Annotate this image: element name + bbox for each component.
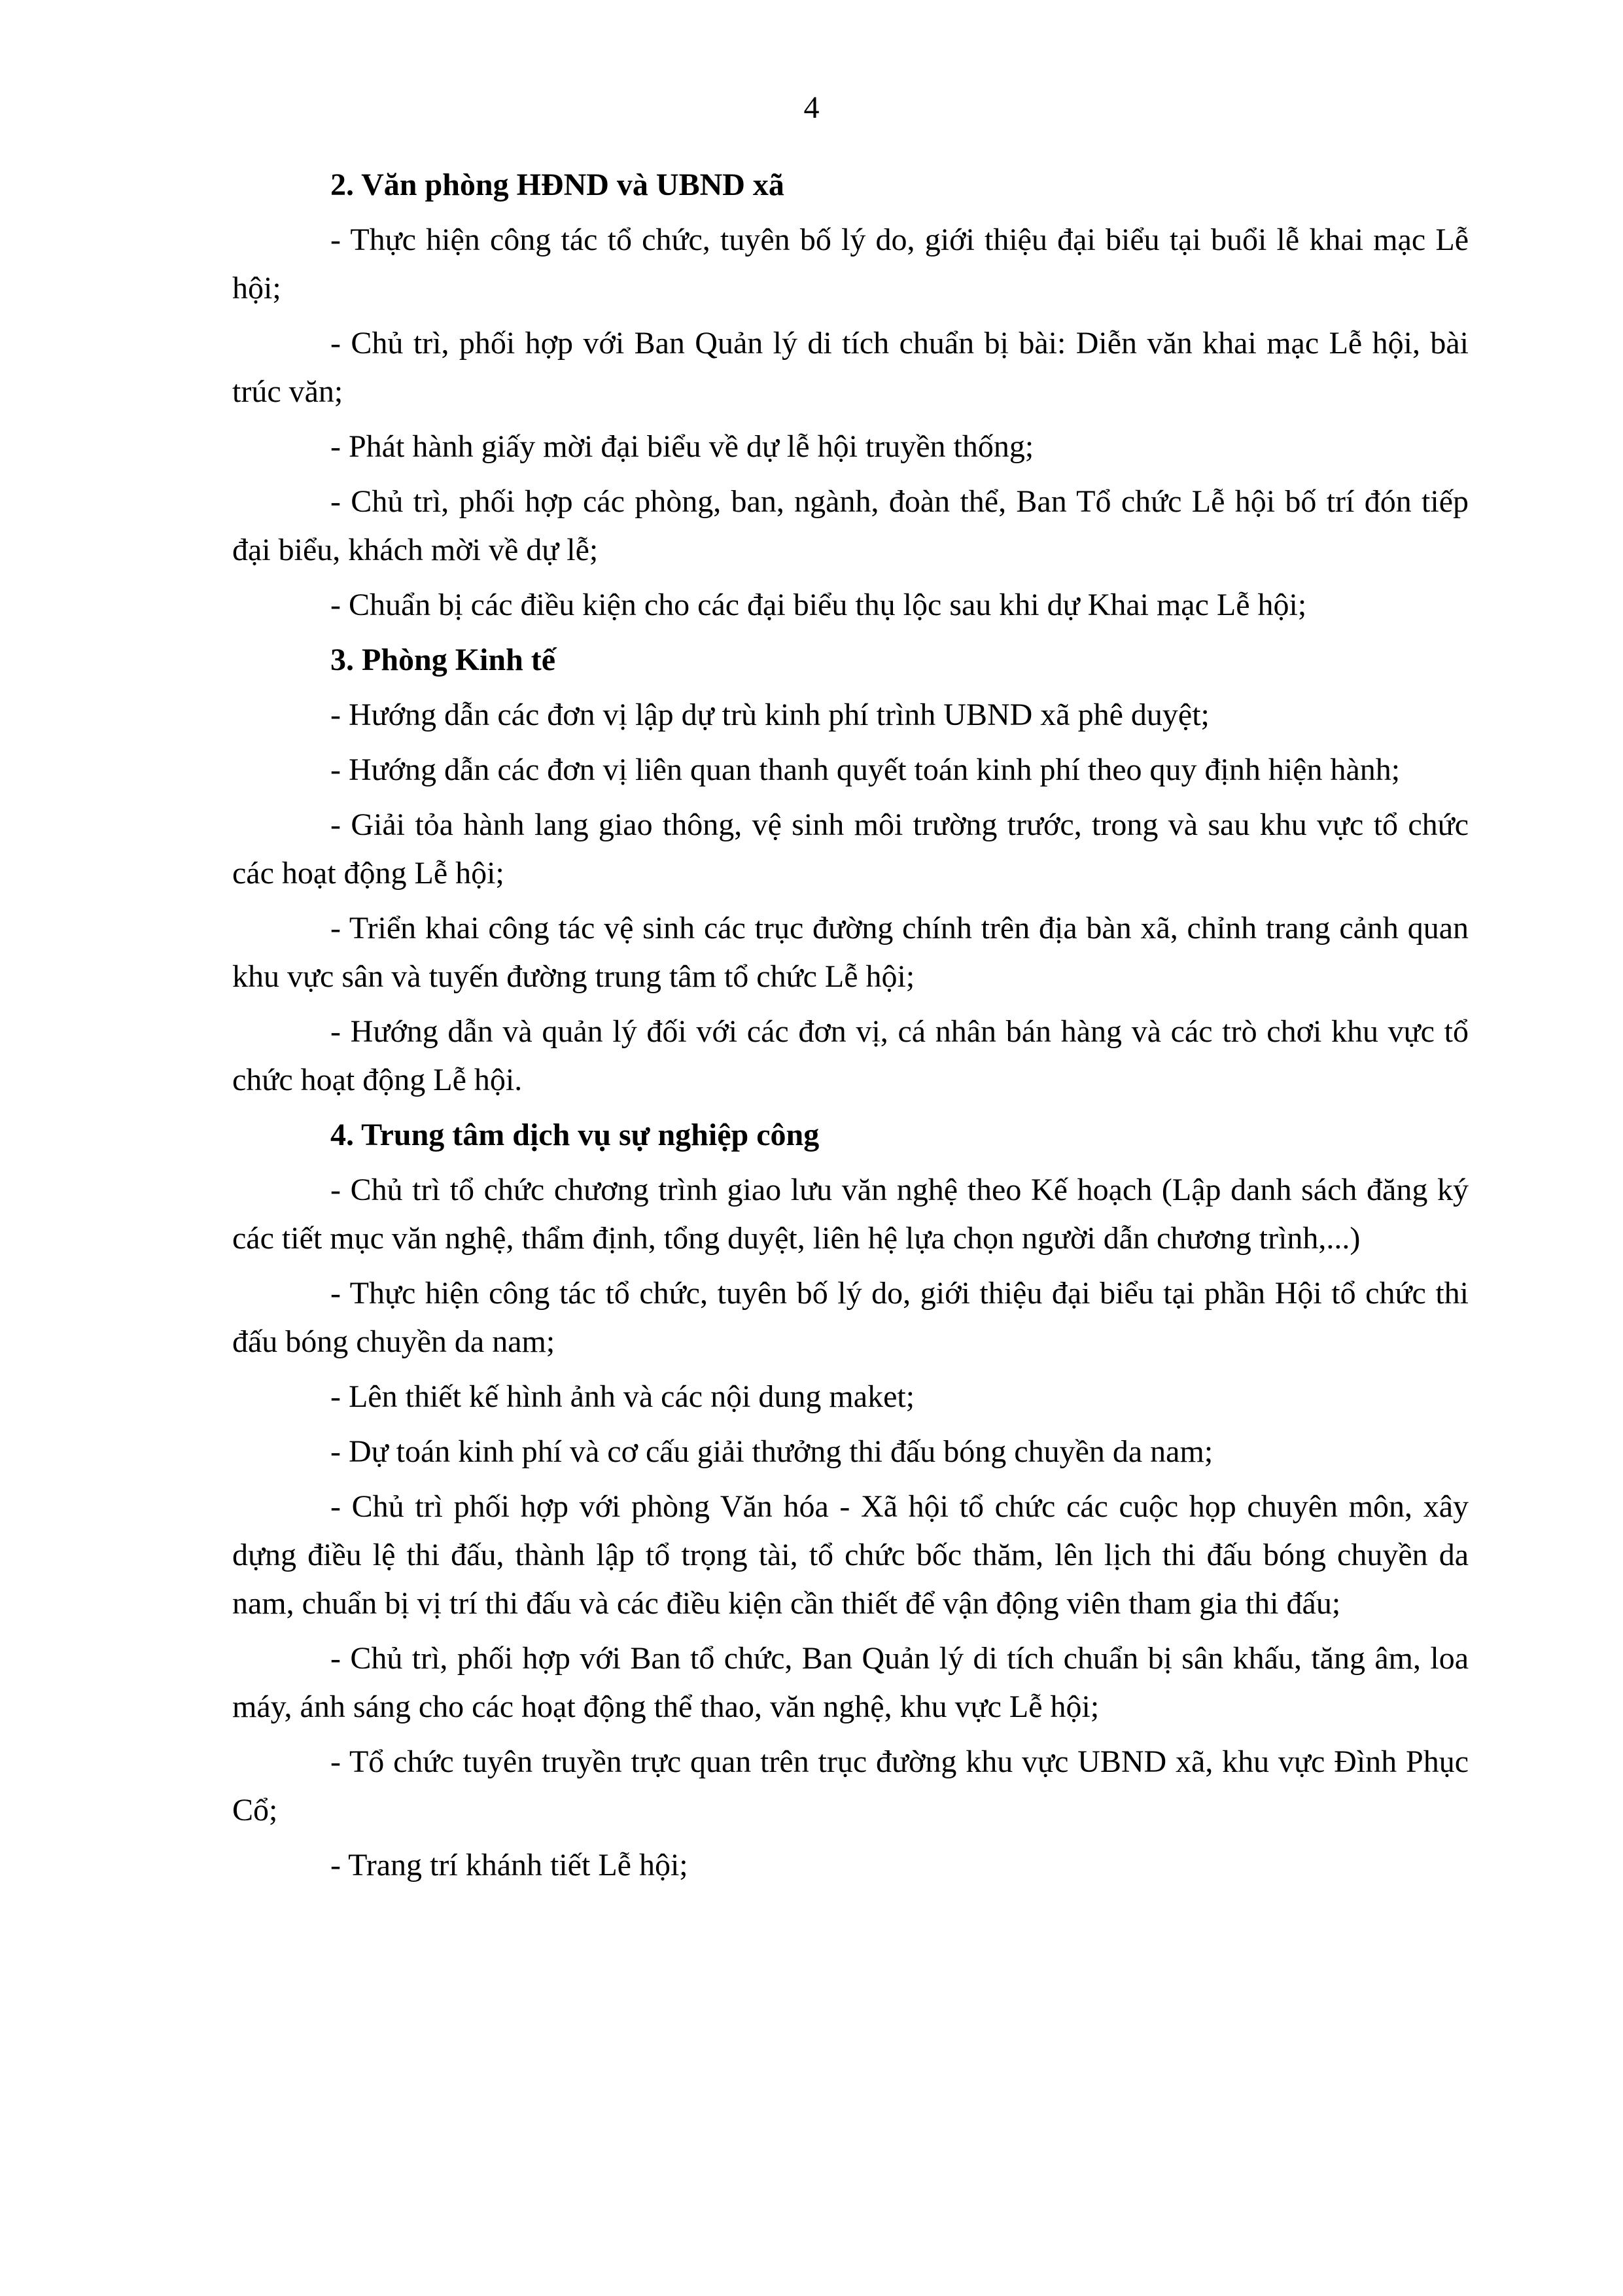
list-item: - Hướng dẫn và quản lý đối với các đơn vị, cá nhân bán hàng và các trò chơi khu vực tổ chức hoạt động Lễ hội. [232,1014,1469,1097]
list-item: - Chủ trì, phối hợp các phòng, ban, ngành, đoàn thể, Ban Tổ chức Lễ hội bố trí đón tiếp đại biểu, khách mời về dự lễ; [232,484,1469,567]
list-item: - Hướng dẫn các đơn vị liên quan thanh quyết toán kinh phí theo quy định hiện hành; [330,752,1401,787]
list-item: - Chủ trì phối hợp với phòng Văn hóa - Xã hội tổ chức các cuộc họp chuyên môn, xây dựng điều lệ thi đấu, thành lập tổ trọng tài, tổ chức bốc thăm, lên lịch thi đấu bóng chuyền da nam, chuẩn bị vị trí thi đấu và các điều kiện cần thiết để vận động viên tham gia thi đấu; [232,1489,1469,1621]
list-item: - Thực hiện công tác tổ chức, tuyên bố lý do, giới thiệu đại biểu tại phần Hội tổ chức thi đấu bóng chuyền da nam; [232,1276,1469,1359]
list-item: - Chủ trì, phối hợp với Ban Quản lý di tích chuẩn bị bài: Diễn văn khai mạc Lễ hội, bài trúc văn; [232,326,1469,409]
document-body [232,161,1469,1890]
list-item: - Tổ chức tuyên truyền trực quan trên trục đường khu vực UBND xã, khu vực Đình Phục Cổ; [232,1744,1469,1828]
list-item: - Hướng dẫn các đơn vị lập dự trù kinh phí trình UBND xã phê duyệt; [330,698,1210,732]
list-item: - Phát hành giấy mời đại biểu về dự lễ hội truyền thống; [330,429,1034,464]
list-item: - Chuẩn bị các điều kiện cho các đại biểu thụ lộc sau khi dự Khai mạc Lễ hội; [330,588,1307,622]
list-item: - Giải tỏa hành lang giao thông, vệ sinh môi trường trước, trong và sau khu vực tổ chức các hoạt động Lễ hội; [232,807,1469,891]
list-item: - Chủ trì, phối hợp với Ban tổ chức, Ban Quản lý di tích chuẩn bị sân khấu, tăng âm, loa máy, ánh sáng cho các hoạt động thể thao, văn nghệ, khu vực Lễ hội; [232,1641,1469,1724]
list-item: - Triển khai công tác vệ sinh các trục đường chính trên địa bàn xã, chỉnh trang cảnh quan khu vực sân và tuyến đường trung tâm tổ chức Lễ hội; [232,911,1469,994]
section-heading-trung-tam-dich-vu: 4. Trung tâm dịch vụ sự nghiệp công [330,1118,820,1152]
page-number: 4 [803,90,820,125]
section-heading-van-phong: 2. Văn phòng HĐND và UBND xã [330,168,784,202]
list-item: - Chủ trì tổ chức chương trình giao lưu văn nghệ theo Kế hoạch (Lập danh sách đăng ký các tiết mục văn nghệ, thẩm định, tổng duyệt, liên hệ lựa chọn người dẫn chương trình,...) [232,1173,1469,1256]
list-item: - Thực hiện công tác tổ chức, tuyên bố lý do, giới thiệu đại biểu tại buổi lễ khai mạc Lễ hội; [232,222,1469,306]
list-item: - Trang trí khánh tiết Lễ hội; [330,1848,688,1882]
section-heading-phong-kinh-te: 3. Phòng Kinh tế [330,643,556,677]
list-item: - Dự toán kinh phí và cơ cấu giải thưởng thi đấu bóng chuyền da nam; [330,1434,1213,1469]
list-item: - Lên thiết kế hình ảnh và các nội dung maket; [330,1379,915,1414]
